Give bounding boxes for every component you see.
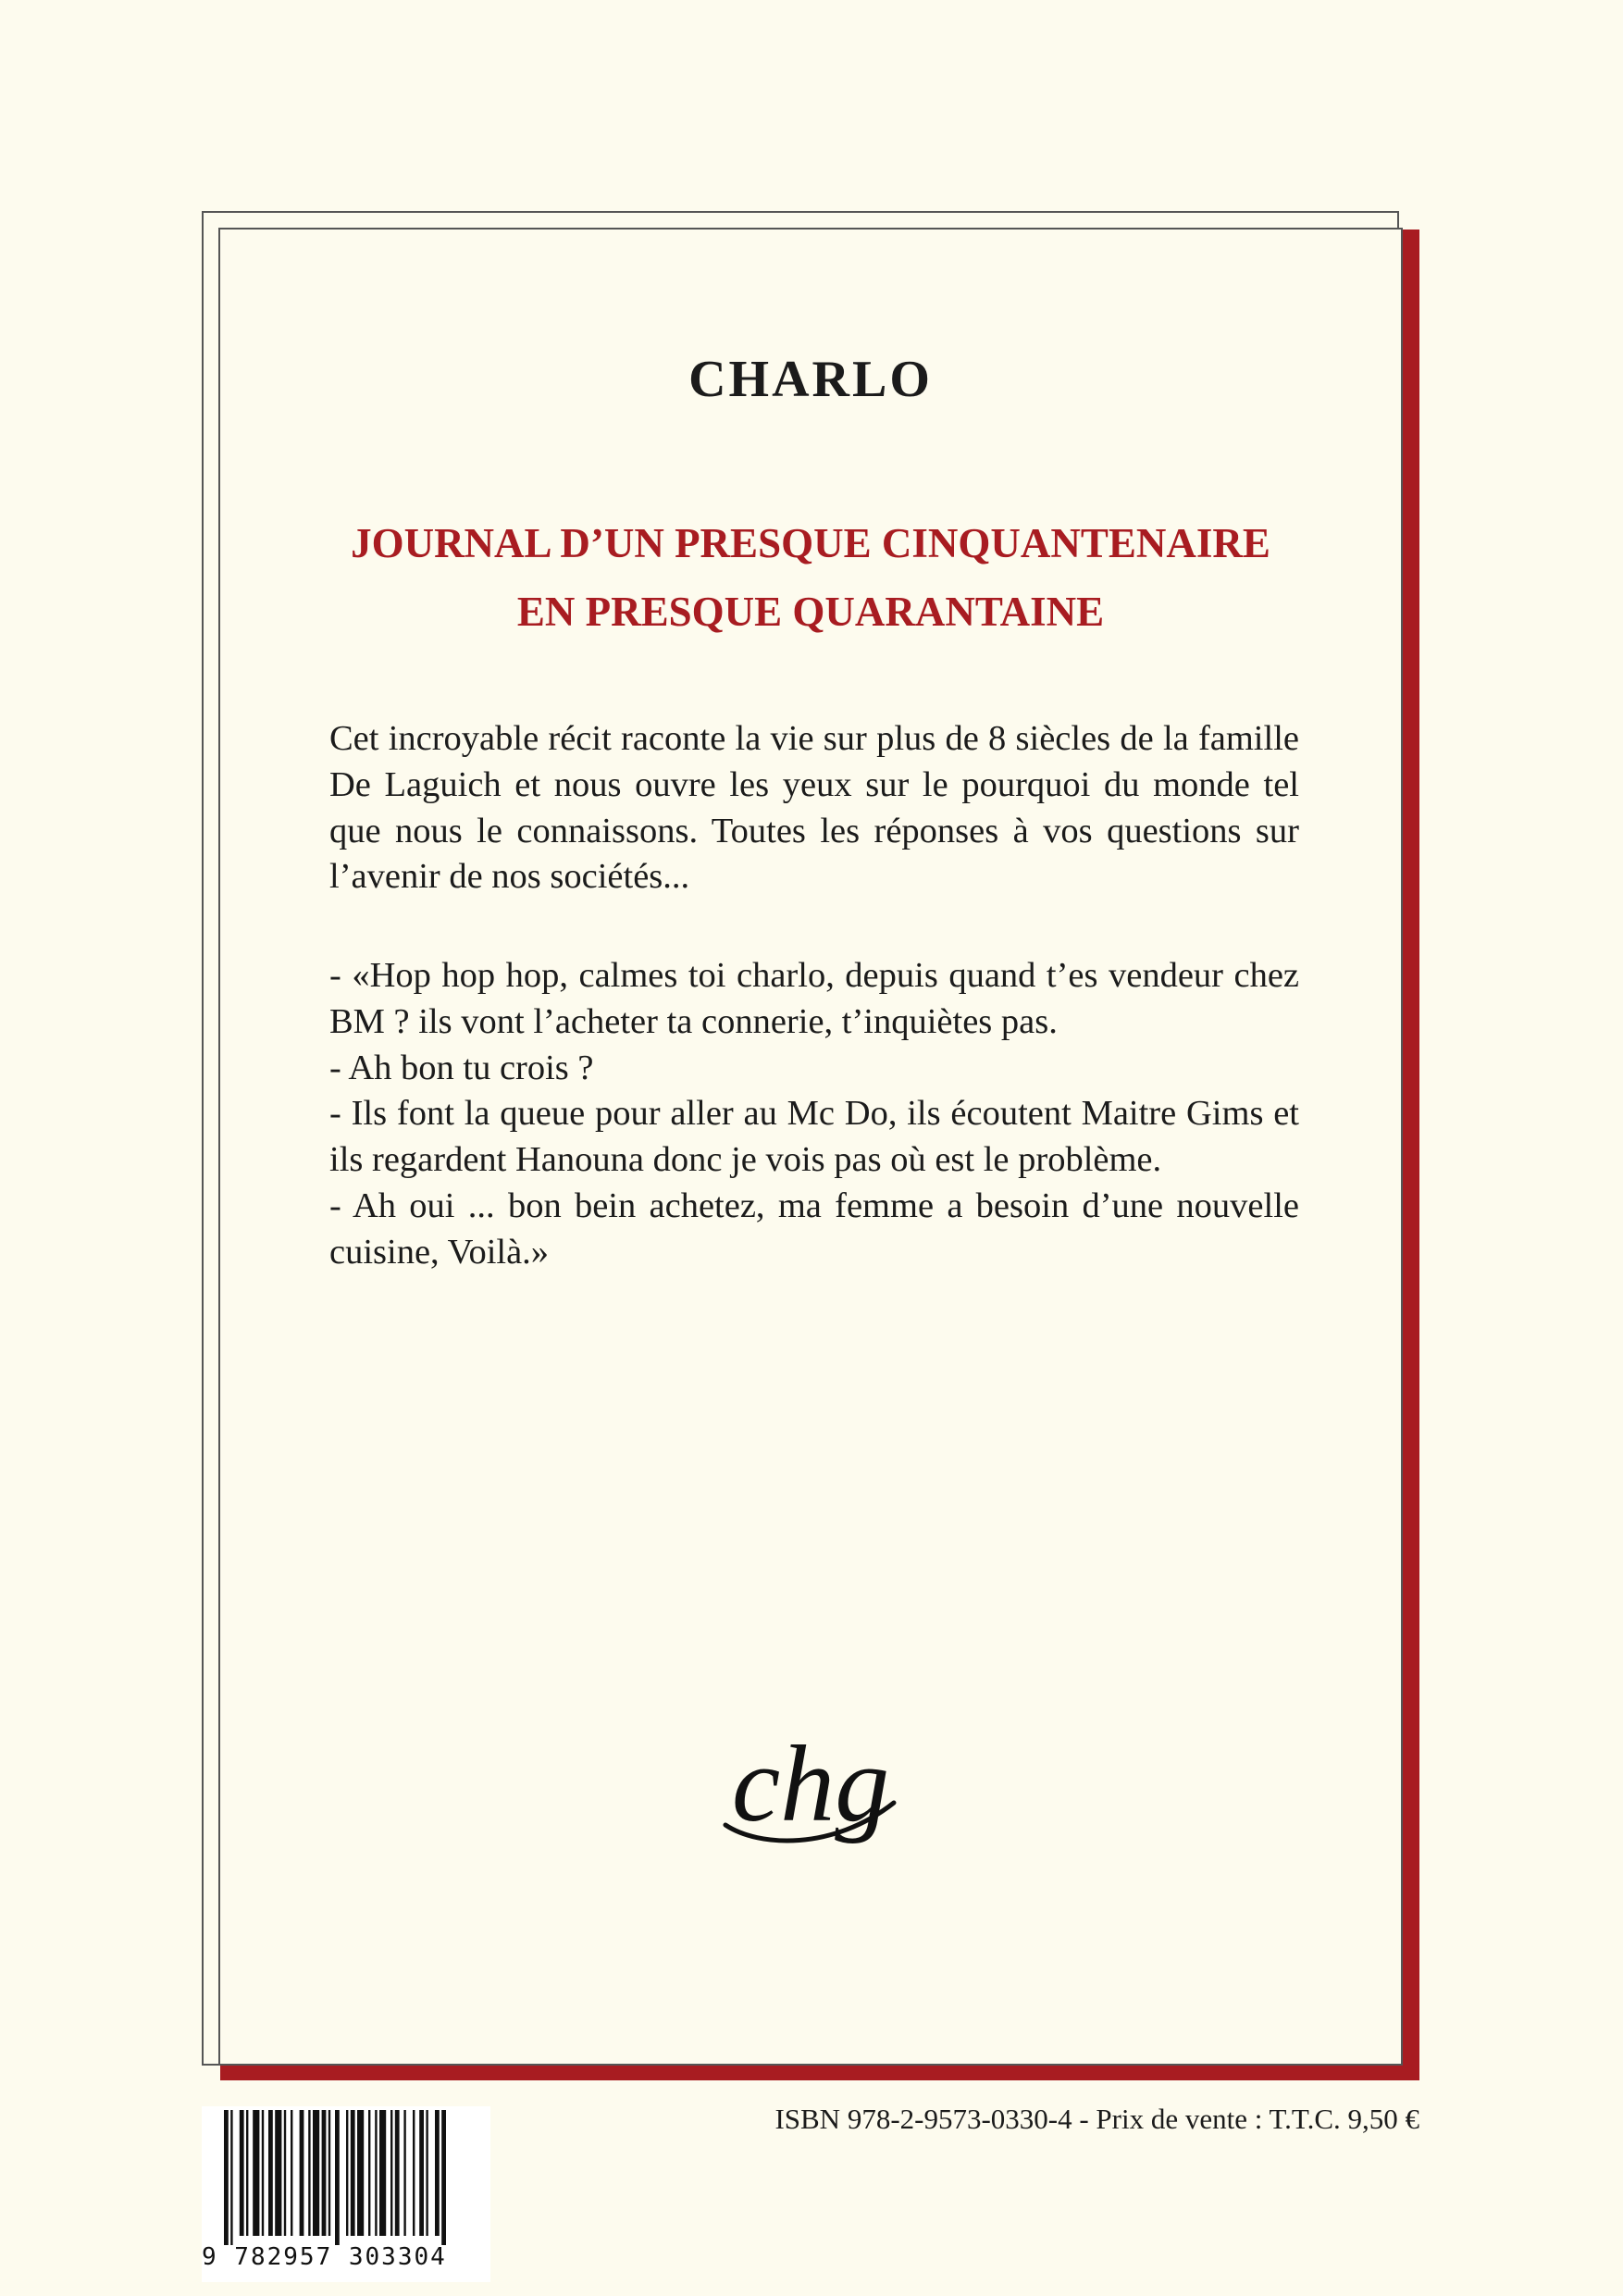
barcode-bar (403, 2110, 405, 2236)
book-title-line-2: EN PRESQUE QUARANTAINE (516, 589, 1105, 635)
dialogue-line: - Ah bon tu crois ? (329, 1048, 594, 1087)
barcode-bar (441, 2110, 446, 2245)
publisher-logo: chg (731, 1723, 890, 1844)
barcode-bar (230, 2110, 232, 2245)
barcode-bar (262, 2110, 264, 2236)
dialogue-line: - Ah oui ... bon bein achetez, ma femme a besoin d’une nouvelle cuisine, Voilà.» (329, 1185, 1299, 1272)
barcode-bar (379, 2110, 386, 2236)
barcode-bar (435, 2110, 440, 2236)
barcode-bar (357, 2110, 364, 2236)
barcode-bar (390, 2110, 392, 2236)
barcode-bar (351, 2110, 355, 2236)
barcode-bar (395, 2110, 400, 2236)
barcode-bar (224, 2110, 229, 2245)
barcode-bar (300, 2110, 304, 2236)
barcode-bar (275, 2110, 281, 2236)
barcode-bar (246, 2110, 248, 2236)
book-title (218, 509, 1403, 646)
barcode-bar (346, 2110, 348, 2236)
barcode-bar (284, 2110, 286, 2236)
barcode-bar (368, 2110, 370, 2236)
dialogue-line: - Ils font la queue pour aller au Mc Do, ils écoutent Maitre Gims et ils regardent Hanouna donc je vois pas où est le problème. (329, 1094, 1299, 1180)
dialogue-excerpt (329, 953, 1299, 1276)
barcode-digits: 9 782957 303304 (202, 2243, 447, 2271)
barcode-bar (268, 2110, 273, 2236)
author-name: CHARLO (688, 351, 933, 408)
barcode-bar (308, 2110, 310, 2236)
barcode-bar (240, 2110, 244, 2236)
dialogue-line: - «Hop hop hop, calmes toi charlo, depuis quand t’es vendeur chez BM ? ils vont l’acheter ta connerie, t’inquiètes pas. (329, 956, 1299, 1041)
barcode-bar (322, 2110, 327, 2236)
barcode-bar (426, 2110, 427, 2236)
barcode-bar (328, 2110, 330, 2236)
barcode-bar (375, 2110, 377, 2236)
publisher-logo-swash (722, 1793, 898, 1849)
barcode-bar (291, 2110, 292, 2236)
barcode (202, 2106, 490, 2282)
isbn-price-line: ISBN 978-2-9573-0330-4 - Prix de vente : T.T.C. 9,50 € (774, 2103, 1419, 2135)
book-title-line-1: JOURNAL D’UN PRESQUE CINQUANTENAIRE (351, 520, 1270, 566)
barcode-bar (253, 2110, 259, 2236)
barcode-bars (202, 2106, 490, 2245)
barcode-bar (413, 2110, 415, 2236)
barcode-bar (313, 2110, 319, 2236)
book-summary: Cet incroyable récit raconte la vie sur plus de 8 siècles de la famille De Laguich et nous ouvre les yeux sur le pourquoi du monde tel que nous le connaissons. Toutes les réponses à vos questions sur l’avenir de nos sociétés... (329, 719, 1299, 897)
barcode-bar (419, 2110, 424, 2236)
barcode-bar (335, 2110, 340, 2245)
